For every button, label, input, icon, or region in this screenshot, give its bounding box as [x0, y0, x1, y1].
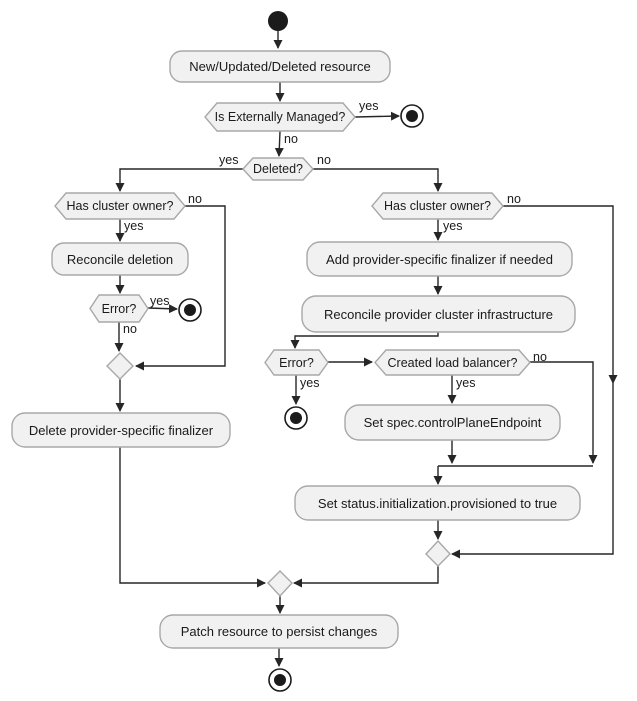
activity-add-finalizer-label: Add provider-specific finalizer if needed: [326, 251, 553, 267]
activity-patch-resource-shape: [160, 615, 398, 648]
activity-set-provisioned-label: Set status.initialization.provisioned to true: [317, 495, 558, 511]
merge-diamond-bottom: [268, 571, 292, 596]
edge-label-has-owner-right-no: no: [507, 192, 521, 206]
merge-diamond-left: [107, 353, 133, 379]
activity-resource-shape: [170, 51, 390, 82]
decision-created-lb-label: Created load balancer?: [387, 355, 518, 370]
connector-deleted-yes-left: [120, 169, 243, 191]
activity-delete-finalizer-label: Delete provider-specific finalizer: [28, 422, 214, 438]
activity-set-endpoint-shape: [345, 405, 560, 440]
connector-deleted-no-right: [313, 169, 438, 191]
activity-reconcile-infra-shape: [302, 296, 575, 332]
decision-deleted-label: Deleted?: [252, 162, 304, 176]
edge-label-created-lb-no: no: [533, 350, 547, 364]
end-node-error-right-dot: [290, 412, 302, 424]
edge-label-has-owner-left-no: no: [188, 192, 202, 206]
edge-label-externally-managed-no: no: [284, 132, 298, 146]
activity-set-provisioned-shape: [295, 486, 580, 520]
edge-label-has-owner-right-yes: yes: [443, 219, 463, 233]
decision-has-owner-left-label: Has cluster owner?: [66, 199, 174, 213]
connector-reconcile-to-error: [295, 332, 438, 348]
decision-externally-managed-shape: [205, 103, 355, 131]
merge-diamond-right: [426, 541, 450, 566]
connectors: [119, 31, 613, 666]
activity-resource-label: New/Updated/Deleted resource: [189, 59, 371, 74]
decision-has-owner-left-shape: [55, 193, 185, 219]
connector-right-merge-to-bottom-merge: [294, 566, 438, 583]
decision-error-left-shape: [90, 295, 148, 322]
decision-has-owner-right-shape: [372, 193, 503, 219]
connector-delete-finalizer-to-bottom-merge: [120, 447, 265, 583]
edge-label-created-lb-yes: yes: [456, 376, 476, 390]
edge-label-externally-managed-yes: yes: [359, 99, 379, 113]
edge-label-error-left-no: no: [123, 322, 137, 336]
decision-created-lb-shape: [375, 350, 530, 375]
edge-label-deleted-no: no: [317, 153, 331, 167]
activity-patch-resource-label: Patch resource to persist changes: [180, 624, 378, 639]
activity-delete-finalizer-shape: [12, 413, 230, 447]
activity-reconcile-deletion-shape: [52, 243, 188, 275]
activity-reconcile-infra-label: Reconcile provider cluster infrastructure: [323, 306, 554, 322]
connector-owner-left-no-to-merge: [136, 206, 225, 366]
connector-error-left-yes-to-end: [148, 308, 177, 309]
activity-add-finalizer-shape: [307, 242, 572, 276]
edge-label-has-owner-left-yes: yes: [124, 219, 144, 233]
decision-error-left-label: Error?: [101, 301, 137, 316]
end-node-error-left-dot: [184, 304, 196, 316]
edge-label-error-left-yes: yes: [150, 294, 170, 308]
connector-externally-managed-no-to-deleted: [279, 131, 280, 156]
activity-set-endpoint-label: Set spec.controlPlaneEndpoint: [363, 415, 542, 430]
activity-reconcile-deletion-label: Reconcile deletion: [66, 251, 174, 267]
end-node-externally-managed-dot: [406, 110, 418, 122]
final-node-dot: [274, 674, 286, 686]
connector-externally-managed-yes-to-end: [355, 116, 399, 117]
merge-diamonds: [107, 353, 450, 596]
edge-label-error-right-yes: yes: [300, 376, 320, 390]
decision-externally-managed-label: Is Externally Managed?: [214, 110, 346, 124]
start-node: [268, 11, 288, 31]
decision-deleted-shape: [243, 158, 313, 180]
decision-error-right-shape: [265, 350, 328, 375]
decision-has-owner-right-label: Has cluster owner?: [384, 199, 491, 213]
edge-label-deleted-yes: yes: [219, 153, 239, 167]
decision-shapes: [55, 103, 530, 375]
decision-error-right-label: Error?: [279, 355, 314, 370]
